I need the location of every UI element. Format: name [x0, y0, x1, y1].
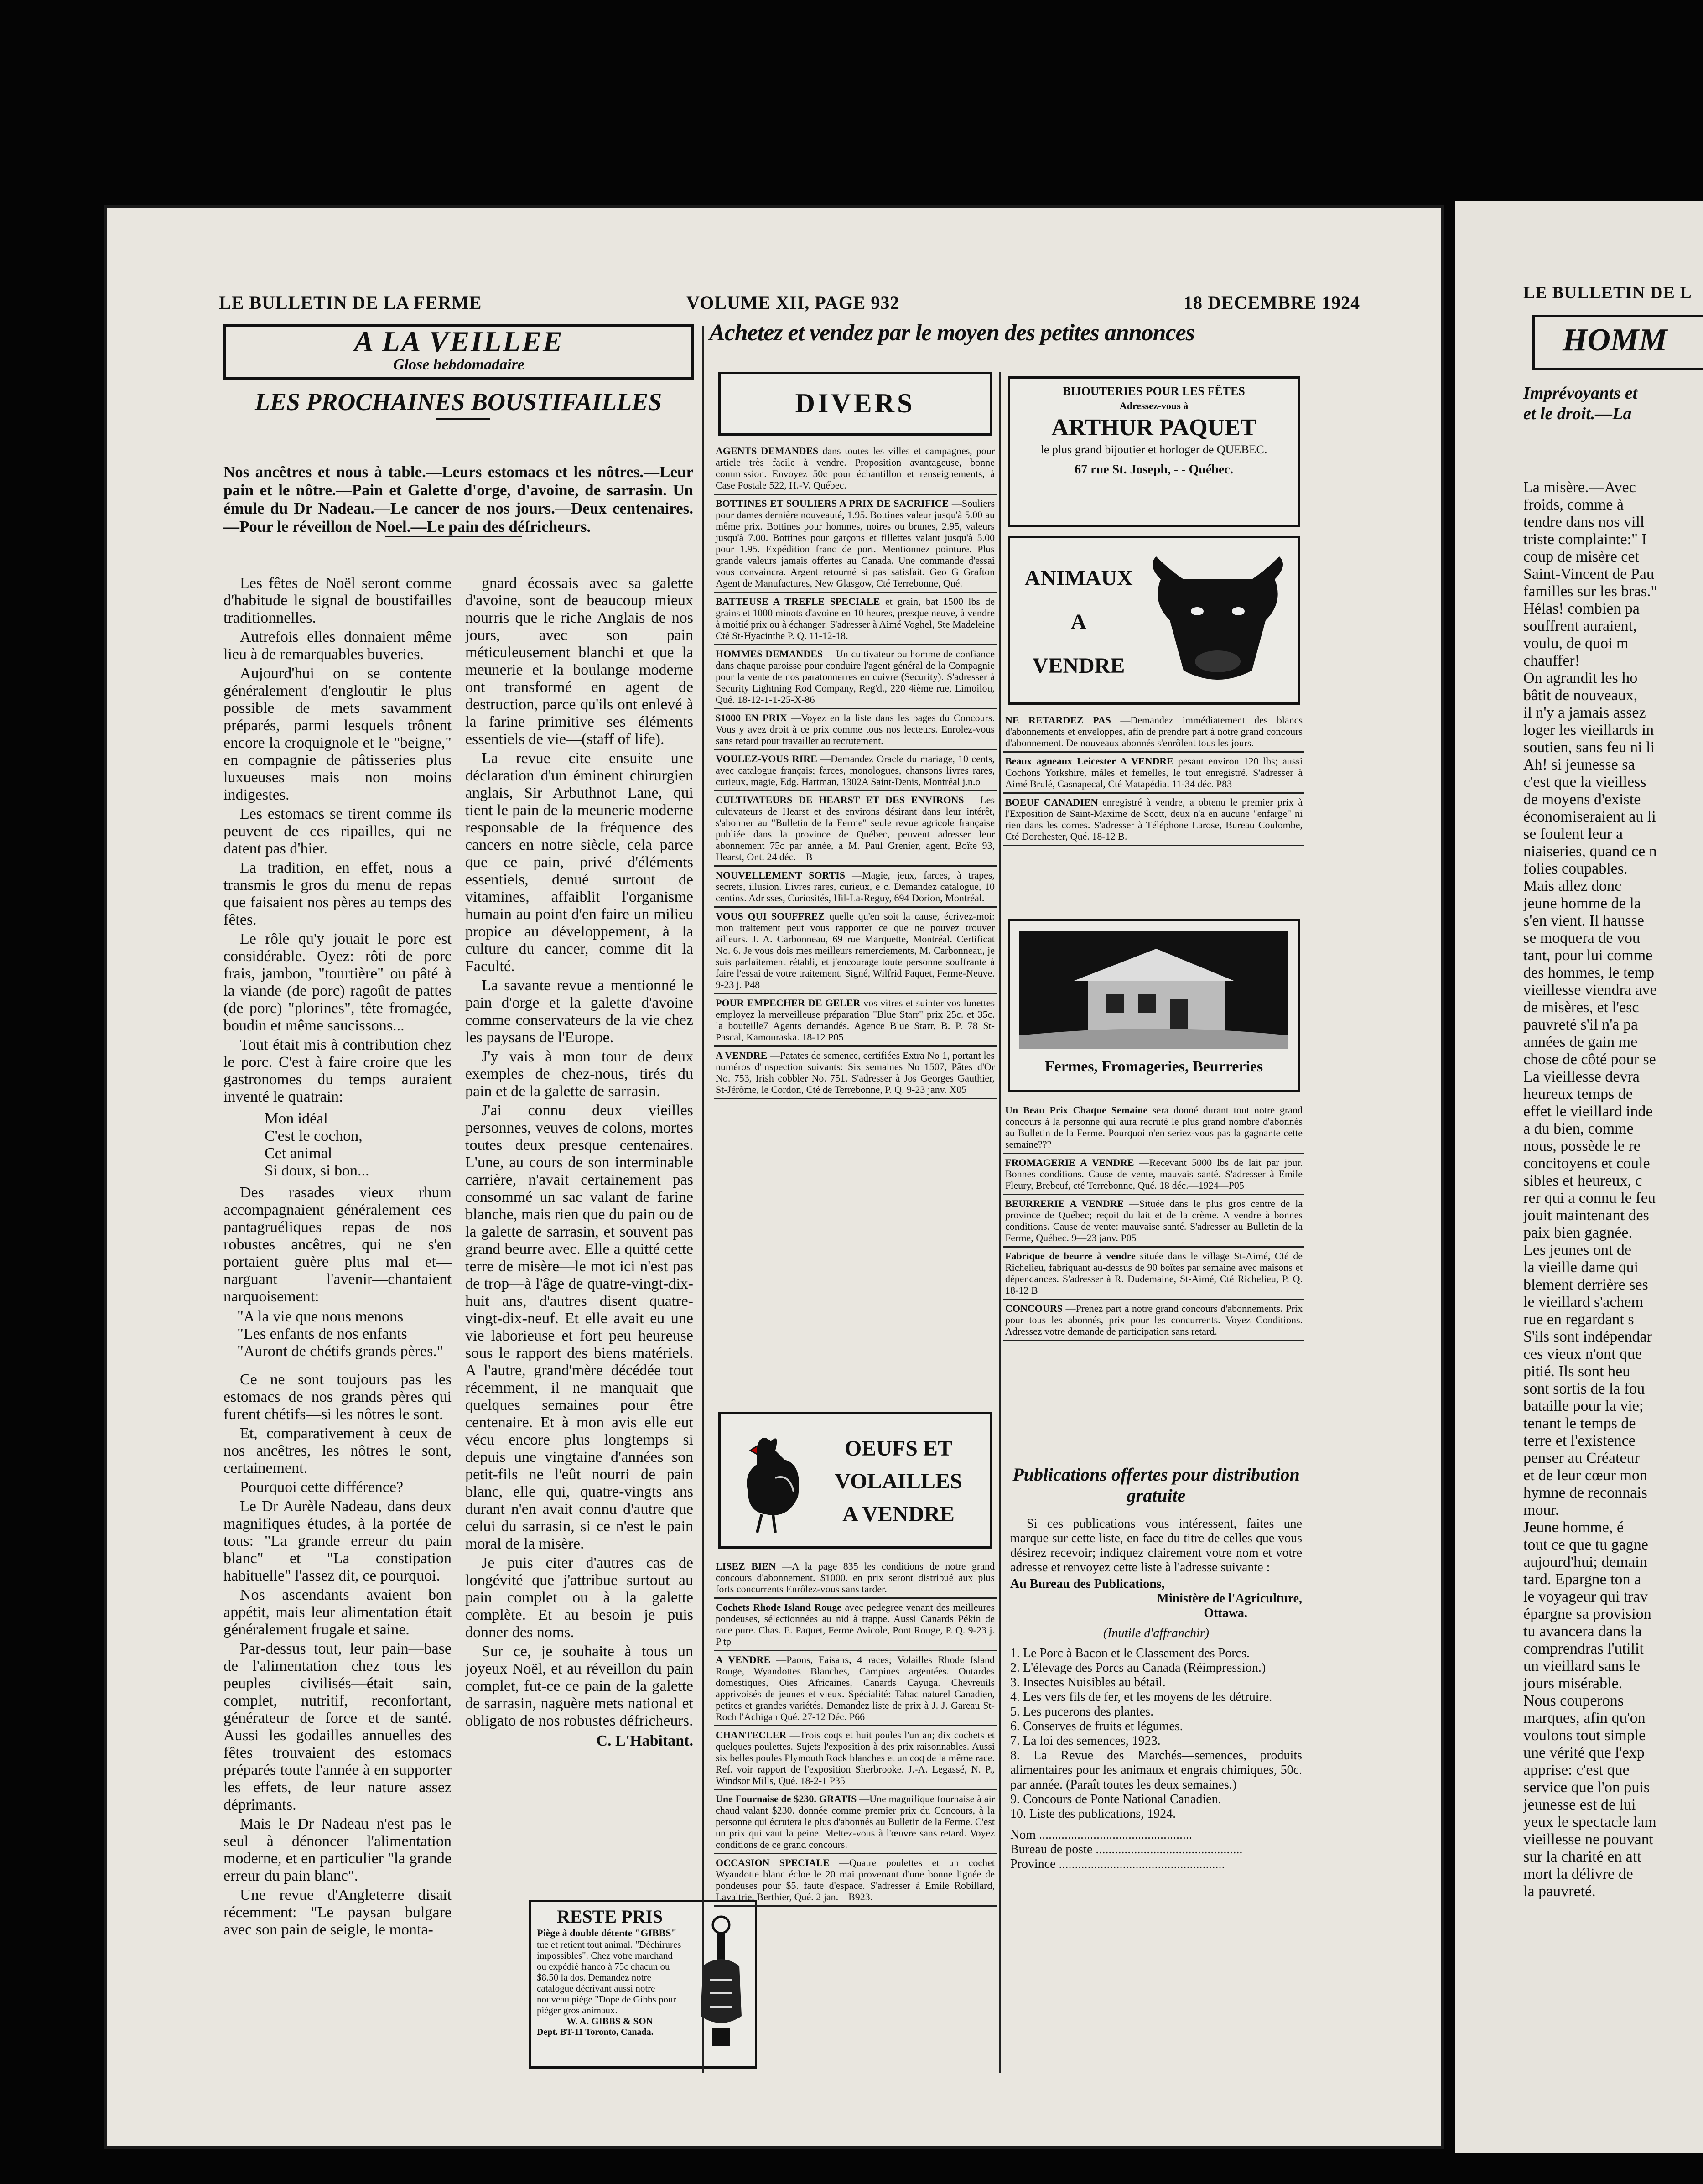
col1c-line: Et, comparativement à ceux de nos ancêtres, les nôtres le sont, certainement. [223, 1425, 452, 1477]
publist-line: 10. Liste des publications, 1924. [1010, 1807, 1176, 1821]
classified-ad-heading: CONCOURS [1005, 1303, 1063, 1314]
column-rule [702, 326, 704, 2073]
classified-ad-heading: POUR EMPECHER DE GELER [716, 997, 861, 1009]
classified-ad [714, 791, 997, 867]
classified-ad [714, 709, 997, 750]
nextlines-line: Nous couperons [1523, 1692, 1624, 1709]
publist-line: 6. Conserves de fruits et légumes. [1010, 1719, 1183, 1733]
poem2-line: "A la vie que nous menons [237, 1308, 404, 1325]
classified-ad [714, 495, 997, 593]
classified-ad-heading: Un Beau Prix Chaque Semaine [1005, 1104, 1148, 1116]
publist-line: 2. L'élevage des Porcs au Canada (Réimpression.) [1010, 1661, 1266, 1675]
col2-line: J'y vais à mon tour de deux exemples de chez-nous, tirés du pain et de la galette de sarrasin. [465, 1048, 693, 1100]
classified-ad-text: —Recevant 5000 lbs de lait par jour. Bonnes conditions. Cause de vente, mauvais santé. S'adresser à Emile Fleury, Brebeuf, cté Terrebonne, Qué. 18 déc.—1924—P05 [1005, 1157, 1303, 1191]
classified-ad-heading: CHANTECLER [716, 1729, 787, 1741]
col1-line: Les estomacs se tirent comme ils peuvent de ces ripailles, qui ne datent pas d'hier. [223, 806, 452, 857]
classified-ad-text: —Paons, Faisans, 4 races; Volailles Rhode Island Rouge, Wyandottes Blanches, Campines argentées. Outardes domestiques, Oies Africaines, Canards Cayuga. Chevreuils apprivoisés de jeunes et vieux. Spécialité: Tabac naturel Canadien, petites et grandes variétés. Demandez liste de prix à J. J. Gareau St-Roch l'Achigan Qué. 27-12 Déc. P66 [716, 1654, 995, 1722]
classified-ad-heading: NE RETARDEZ PAS [1005, 714, 1111, 726]
headline-rule [436, 418, 490, 420]
nextlines-line: tant, pour lui comme [1523, 947, 1653, 964]
nextlines-line: terre et l'existence [1523, 1432, 1636, 1449]
nextlines-line: souffrent auraient, [1523, 618, 1637, 634]
col1c-line: Ce ne sont toujours pas les estomacs de nos grands pères qui furent chétifs—si les nôtres le sont. [223, 1371, 452, 1423]
col2-line: La revue cite ensuite une déclaration d'un éminent chirurgien anglais, Sir Arbuthnot Lane, qui tient le pain de la meunerie moderne responsable de la fréquence des cancers en notre siècle, cela parce que ce pain, privé d'éléments essentiels, denué surtout de vitamines, affaiblit l'organisme humain au point d'en faire un milieu propice au développement, à la culture du cancer, comme dit la Faculté. [465, 750, 693, 975]
nextlines-line: niaiseries, quand ce n [1523, 843, 1657, 860]
fermes-ad [1008, 919, 1300, 1092]
nextlines-line: s'en vient. Il hausse [1523, 912, 1644, 929]
article-headline: LES PROCHAINES BOUSTIFAILLES [254, 388, 662, 416]
nom-field[interactable]: Nom ................................................ [1010, 1828, 1192, 1842]
poem1-line: Mon idéal [265, 1110, 328, 1127]
classified-ad [714, 867, 997, 908]
nextlines-line: coup de misère cet [1523, 548, 1639, 565]
nextlines-line: tenant le temps de [1523, 1415, 1636, 1432]
nextlines-line: années de gain me [1523, 1034, 1638, 1050]
classified-ad-heading: Beaux agneaux Leicester A VENDRE [1005, 755, 1173, 767]
classified-ad [714, 908, 997, 994]
publist-line: 1. Le Porc à Bacon et le Classement des Porcs. [1010, 1646, 1250, 1660]
classified-ad-text: située dans le village St-Aimé, Cté de Richelieu, fabriquant au-dessus de 90 boîtes par semaine avec maisons et dépendances. S'adresser à R. Dudemaine, St-Aimé, Cté Richelieu, P. Q. 18-12 B [1005, 1250, 1303, 1296]
reste-pris-sub: Piège à double détente "GIBBS" [537, 1927, 677, 1939]
classified-ad-heading: BATTEUSE A TREFLE SPECIALE [716, 596, 880, 607]
col2-line: J'ai connu deux vieilles personnes, veuves de colons, mortes toutes deux presque centenaires. L'une, au cours de son interminable carrière, n'avait certainement pas consommé un sac valant de farine blanche, mais rien que du pain ou de la galette de sarrasin, et souvent pas grand beurre avec. Elle a quitté cette terre de misère—le mot ici n'est pas de trop—à l'âge de quatre-vingt-dix-huit ans, d'autres disent quatre-vingt-dix-neuf. Et elle avait eu une vie laborieuse et fort peu heureuse sous le rapport des biens matériels. A l'autre, grand'mère décédée tout récemment, il ne manquait que quelques semaines pour être centenaire. Et à mon avis elle eut vécu encore plus longtemps si depuis une vingtaine d'années son petit-fils ne l'eût nourri de pain blanc, elle qui, quatre-vingts ans durant n'en avait connu d'autre que celui du sarrasin, si ce n'est le pain moral de la misère. [465, 1102, 693, 1552]
classified-ads-list-2 [714, 1558, 997, 1907]
right-ads-list-2 [1003, 1102, 1304, 1341]
classified-ad-text: —Les cultivateurs de Hearst et des environs désirant dans leur intérêt, s'abonner au "Bulletin de la Ferme" seule revue agricole française publiée dans la province de Québec, peuvent adresser leur abonnement 75c par année, à M. Paul Grenier, agent, Boîte 93, Hearst, Ont. 24 déc.—B [716, 794, 995, 863]
nextlines-line: paix bien gagnée. [1523, 1224, 1632, 1241]
nextlines-line: hymne de reconnais [1523, 1484, 1647, 1501]
classified-ad [1003, 1248, 1304, 1300]
nextlines-line: pitié. Ils sont heu [1523, 1363, 1630, 1380]
province-field[interactable]: Province .................................................... [1010, 1857, 1225, 1871]
nextlines-line: La vieillesse devra [1523, 1068, 1640, 1085]
col1c-line: Par-dessus tout, leur pain—base de l'alimentation chez tous les peuples civilisés—était sain, complet, nutritif, reconfortant, générateur de force et de santé. Aussi les godailles annuelles des fêtes trouvaient des estomacs préparés toute l'année à en supporter les effets, de leur nature assez déprimants. [223, 1640, 452, 1813]
col1-line: Le rôle qu'y jouait le porc est considérable. Oyez: rôti de porc frais, jambon, "tourtière" ou pâté à la viande (de porc) ragoût de pattes (de porc) "plorines", tête fromagée, boudin et même saucissons... [223, 931, 452, 1034]
classified-ad-text: dans toutes les villes et campagnes, pour article très facile à vendre. Proposition avantageuse, bonne commission. Envoyez 50c pour échantillon et renseignements, à Case Postale 522, H.-V. Québec. [716, 445, 995, 491]
nextlines-line: folies coupables. [1523, 860, 1628, 877]
nextlines-line: La misère.—Avec [1523, 479, 1636, 496]
nextlines-line: tendre dans nos vill [1523, 514, 1645, 530]
nextlines-line: apprise: c'est que [1523, 1762, 1630, 1778]
poem2-line: "Auront de chétifs grands pères." [237, 1343, 443, 1360]
running-header-center: VOLUME XII, PAGE 932 [686, 292, 900, 313]
col1b-line: Des rasades vieux rhum accompagnaient généralement ces pantagruéliques repas de nos robustes ancêtres, qui ne s'en portaient guère plus mal et—narguant l'avenir—chantaient narquoisement: [223, 1184, 452, 1305]
classified-ad [1003, 794, 1304, 846]
col2-line: gnard écossais avec sa galette d'avoine, sont de beaucoup mieux nourris que le riche Anglais de nos jours, avec son pain méticuleusement blanchi et que la meunerie et la boulange moderne ont transformé en agent de destruction, parce qu'ils ont enlevé à la farine primitive ses éléments essentiels de vie—(staff of life). [465, 575, 693, 748]
article-signature: C. L'Habitant. [596, 1732, 693, 1749]
classified-ad-text: sera donné durant tout notre grand concours à la personne qui aura recruté le plus grand nombre d'abonnés au Bulletin de la Ferme. Pourquoi n'en seriez-vous pas la gagnante cette semaine??? [1005, 1104, 1303, 1150]
nextlines-line: effet le vieillard inde [1523, 1103, 1653, 1120]
veillee-subtitle: Glose hebdomadaire [393, 356, 525, 373]
col1-line: Autrefois elles donnaient même lieu à de remarquables buveries. [223, 629, 452, 663]
classified-ad [714, 1599, 997, 1651]
nextlines-line: mort la délivre de [1523, 1866, 1633, 1882]
classified-ad-heading: AGENTS DEMANDES [716, 445, 819, 457]
publist-line: 5. Les pucerons des plantes. [1010, 1705, 1154, 1719]
classified-ad-text: —Demandez Oracle du mariage, 10 cents, avec catalogue français; farces, monologues, chansons livres rares, curieux, magie, Edg. Hartman, 1302A Saint-Denis, Montréal j.n.o [716, 753, 995, 787]
nextlines-line: On agrandit les ho [1523, 670, 1638, 686]
classified-ad-text: —Voyez en la liste dans les pages du Concours. Vous y avez droit à ce prix comme tous nos lecteurs. Enrolez-vous sans retard pour travailler au recrutement. [716, 712, 995, 746]
classified-ad-text: —Magie, jeux, farces, à trapes, secrets, illusion. Livres rares, curieux, e c. Demandez catalogue, 10 centins. Adr sses, Curiosités, Hil-La-Reguy, 694 Dorion, Montréal. [716, 869, 995, 904]
publist-line: 9. Concours de Ponte National Canadien. [1010, 1792, 1221, 1806]
nextlines-line: épargne sa provision [1523, 1606, 1651, 1622]
publications-body: Si ces publications vous intéressent, faites une marque sur cette liste, en face du titre de celles que vous désirez recevoir; indiquez clairement votre nom et votre adresse et renvoyez cette liste à l'adresse suivante : Au Bureau des Publications, Ministère de l'Agriculture, Ottawa. (Inutile d'affranchir) 1. Le Porc à Bacon et le Classement des Porcs. 2. L'élevage des Porcs au Canada (Réimpression.) 3. Insectes Nuisibles au bétail. 4. Les vers fils de fer, et les moyens de les détruire. 5. Les pucerons des plantes. 6. Conserves de fruits et légumes. 7. La loi des semences, 1923. 8. La Revue des Marchés—semences, produits alimentaires pour les animaux et engrais chimiques, 50c. par année. (Paraît toutes les deux semaines.) 9. Concours de Ponte National Canadien. 10. Liste des publications, 1924. Nom ................................................ Bureau de poste .............................................. Province .................................................... [1010, 1517, 1302, 1871]
classified-ad-text: —Une magnifique fournaise à air chaud valant $230. donnée comme premier prix du Concours, à la personne qui écrutera le plus d'abonnés au Bulletin de la Ferme. C'est un prix qui vaut la peine. Mettez-vous à l'œuvre sans retard. Voyez conditions de ce grand concours. [716, 1793, 995, 1850]
nextlines-line: la pauvreté. [1523, 1883, 1596, 1900]
nextlines-line: mour. [1523, 1502, 1559, 1518]
nextlines-line: le vieillard s'achem [1523, 1294, 1643, 1310]
publications-list [1010, 1646, 1302, 1821]
classified-ad-text: —Un cultivateur ou homme de confiance dans chaque paroisse pour conduire l'agent général de la Compagnie pour la vente de nos paratonnerres en cuivre (Security). S'adresser à Security Lightning Rod Company, Reg'd., 220 4ième rue, Limoilou, Qué. 18-12-1-1-25-X-86 [716, 648, 995, 705]
running-header-date: 18 DECEMBRE 1924 [1184, 292, 1360, 313]
classified-ad-heading: FROMAGERIE A VENDRE [1005, 1157, 1134, 1168]
next-page-text [1523, 479, 1657, 1900]
nextlines-line: ces vieux n'ont que [1523, 1346, 1642, 1362]
classified-ad-heading: BOEUF CANADIEN [1005, 796, 1098, 808]
animaux-ad: ANIMAUX A VENDRE [1008, 536, 1300, 705]
next-page-header: LE BULLETIN DE L [1523, 283, 1692, 302]
nextlines-line: une vérité que l'exp [1523, 1744, 1645, 1761]
column-1-paragraphs-b [223, 1184, 452, 1305]
trap-icon [694, 1911, 748, 2057]
classified-ad-text: —Prenez part à notre grand concours d'abonnements. Prix pour tous les abonnés, prix pour les concurrents. Voyez Conditions. Adressez votre demande de participation sans retard. [1005, 1303, 1303, 1337]
nextlines-line: service que l'on puis [1523, 1779, 1650, 1796]
classified-ad-heading: A VENDRE [716, 1050, 768, 1061]
article-column-2 [465, 575, 693, 1750]
classified-ad-text: —Patates de semence, certifiées Extra No 1, portant les numéros d'inspection suivants: Six semaines No 1507, Pâtes d'Or No. 753, Irish cobbler No. 751. S'adresser à Jos Georges Gauthier, St-Jérôme, le Cordon, Cté de Terrebonne, P. Q. 9-23 janv. X05 [716, 1050, 995, 1095]
nextlines-line: vieillesse viendra ave [1523, 982, 1657, 998]
oeufs-volailles-ad [718, 1412, 992, 1549]
nextlines-line: tout ce que tu gagne [1523, 1536, 1648, 1553]
nextlines-line: nous, possède le re [1523, 1138, 1641, 1154]
classified-ad [714, 1651, 997, 1726]
nextlines-line: Ah! si jeunesse sa [1523, 756, 1635, 773]
publist-line: 7. La loi des semences, 1923. [1010, 1734, 1161, 1748]
nextlines-line: soutien, sans feu ni li [1523, 739, 1655, 756]
quatrain-2 [237, 1308, 452, 1360]
classified-ad [1003, 1154, 1304, 1195]
nextlines-line: rer qui a connu le feu [1523, 1190, 1656, 1206]
nextlines-line: tard. Epargne ton a [1523, 1571, 1641, 1588]
nextlines-line: le voyageur qui trav [1523, 1588, 1648, 1605]
nextlines-line: jeunesse est de lui [1523, 1796, 1636, 1813]
classified-ad-heading: A VENDRE [716, 1654, 771, 1665]
classified-ad-text: —Souliers pour dames dernière nouveauté, 1.95. Bottines valeur jusqu'à 5.00 au même prix. Bottines pour hommes, noires ou brunes, 2.95, valeurs jusqu'à 7.00. Bottines pour garçons et fillettes valant jusqu'à 5.00 pour 1.95. Expédition franc de port. Mentionnez pointure. Plus grande valeurs jamais offertes au Canada. Une commande d'essai vous convaincra. Argent retourné si pas satisfait. Geo G Grafton Agent de Manufactures, New Glasgow, Cté Terrebonne, Qué. [716, 498, 995, 589]
classified-ad-text: et grain, bat 1500 lbs de grains et 1000 minots d'avoine en 10 heures, presque neuve, à vendre à moitié prix ou à échanger. S'adresser à Aimé Voghel, Ste Madeleine Cté St-Hyacinthe P. Q. 11-12-18. [716, 596, 995, 641]
classified-ad [714, 442, 997, 495]
nextlines-line: comprendras l'utilit [1523, 1640, 1644, 1657]
farm-illustration-icon [1019, 931, 1288, 1049]
classified-ad [1003, 1195, 1304, 1248]
article-column-1 [223, 575, 452, 1940]
newspaper-page [107, 208, 1441, 2146]
classified-ads-list [714, 442, 997, 1099]
nextlines-line: chauffer! [1523, 652, 1580, 669]
classified-ad-heading: Cochets Rhode Island Rouge [716, 1602, 842, 1613]
nextlines-line: heureux temps de [1523, 1086, 1633, 1102]
classified-ad-text: pesant environ 120 lbs; aussi Cochons Yorkshire, mâles et femelles, le tout enregistré. S'adresser à Aimé Brulé, Casnapecal, Cté Matapédia. 11-34 déc. P83 [1005, 755, 1303, 790]
classified-ad [1003, 1300, 1304, 1341]
nextlines-line: il n'y a jamais assez [1523, 704, 1646, 721]
col1-line: La tradition, en effet, nous a transmis le gros du menu de repas que faisaient nos pères au temps des fêtes. [223, 859, 452, 928]
classified-ad-heading: BOTTINES ET SOULIERS A PRIX DE SACRIFICE [716, 498, 949, 509]
classified-ad [714, 1854, 997, 1907]
poem2-line: "Les enfants de nos enfants [237, 1326, 407, 1342]
col2-line: La savante revue a mentionné le pain d'orge et la galette d'avoine comme conservateurs de la vie chez les paysans de l'Europe. [465, 977, 693, 1046]
nextlines-line: loger les vieillards in [1523, 722, 1654, 738]
nextlines-line: jouit maintenant des [1523, 1207, 1649, 1224]
classified-ad [714, 1790, 997, 1854]
classified-ad-heading: CULTIVATEURS DE HEARST ET DES ENVIRONS [716, 794, 964, 806]
classified-ad-text: —A la page 835 les conditions de notre grand concours d'abonnement. $1000. en prix seront distribué aux plus forts concurrents Enrôlez-vous sans tarder. [716, 1560, 995, 1595]
nextlines-line: voulons tout simple [1523, 1727, 1646, 1744]
classified-ad-text: —Située dans le plus gros centre de la province de Québec; reçoit du lait et de la crème. A vendre à bonnes conditions. Cause de vente: mauvaise santé. S'adresser au Bulletin de la Ferme, Québec. 9—23 janv. P05 [1005, 1198, 1303, 1243]
nextlines-line: voulu, de quoi m [1523, 635, 1629, 652]
col1-line: Les fêtes de Noël seront comme d'habitude le signal de boustifailles traditionnelles. [223, 575, 452, 626]
classified-ad [714, 750, 997, 791]
nextlines-line: Les jeunes ont de [1523, 1242, 1631, 1258]
publist-line: 8. La Revue des Marchés—semences, produits alimentaires pour les animaux et engrais chimiques, 50c. par année. (Paraît toutes les deux semaines.) [1010, 1748, 1302, 1792]
bull-head-icon [1142, 552, 1293, 693]
article-deck: Nos ancêtres et nous à table.—Leurs estomacs et les nôtres.—Leur pain et le nôtre.—Pain et Galette d'orge, d'avoine, de sarrasin. Un émule du Dr Nadeau.—Le cancer de nos jours.—Deux centenaires.—Pour le réveillon de Noel.—Le pain des défricheurs. [223, 463, 693, 536]
veillee-title-box [223, 324, 694, 380]
classified-ad [714, 593, 997, 645]
divers-heading: DIVERS [718, 372, 992, 436]
classified-ad-text: —Trois coqs et huit poules l'un an; dix cochets et quelques poulettes. Sujets l'exposition à des prix raisonnables. Aussi six belles poules Plymouth Rock blanches et un coq de la même race. Ref. voir rapport de l'exposition Sherbrooke. J.-A. Legassé, N. P., Windsor Mills, Qué. 18-2-1 P35 [716, 1729, 995, 1786]
nextlines-line: économiseraient au li [1523, 808, 1656, 825]
classified-ad-heading: BEURRERIE A VENDRE [1005, 1198, 1124, 1209]
classified-ad-heading: HOMMES DEMANDES [716, 648, 823, 660]
col1-line: Tout était mis à contribution chez le porc. C'est à faire croire que les gastronomes du temps auraient inventé le quatrain: [223, 1036, 452, 1105]
nextlines-line: se moquera de vou [1523, 930, 1640, 946]
next-page-title-box: HOMM [1532, 315, 1703, 370]
column-1-paragraphs-c [223, 1371, 452, 1939]
classified-ad-text: quelle qu'en soit la cause, écrivez-moi: mon traitement peut vous rapporter ce que ne pouvez trouver ailleurs. J. A. Carbonneau, 69 rue Marquette, Montréal. Certificat No. 6. Je vous dois mes meilleurs remerciements, M. Carbonneau, je suis parfaitement rétabli, et j'encourage toute personne souffrante à faire l'essai de votre traitement, Signé, Wilfrid Paquet, Ferme-Neuve. 9-23 j. P48 [716, 910, 995, 990]
col1c-line: Nos ascendants avaient bon appétit, mais leur alimentation était généralement frugale et saine. [223, 1586, 452, 1638]
nextlines-line: des hommes, le temp [1523, 964, 1655, 981]
nextlines-line: yeux le spectacle lam [1523, 1814, 1656, 1830]
bijoutier-name: ARTHUR PAQUET [1051, 415, 1256, 441]
poem1-line: Si doux, si bon... [265, 1162, 369, 1179]
quatrain-1 [265, 1110, 452, 1180]
column-rule-2 [999, 372, 1001, 2073]
nextlines-line: familles sur les bras." [1523, 583, 1657, 600]
nextlines-line: sibles et heureux, c [1523, 1172, 1642, 1189]
col1c-line: Pourquoi cette différence? [240, 1479, 404, 1496]
publist-line: 4. Les vers fils de fer, et les moyens de les détruire. [1010, 1690, 1272, 1704]
classified-ad-heading: $1000 EN PRIX [716, 712, 787, 723]
nextlines-line: triste complainte:" I [1523, 531, 1647, 548]
oeufs-volailles-title: OEUFS ET VOLAILLES A VENDRE [835, 1436, 962, 1526]
nextlines-line: bâtit de nouveaux, [1523, 687, 1638, 704]
poem1-line: Cet animal [265, 1145, 332, 1162]
col1-line: Aujourd'hui on se contente généralement d'engloutir le plus possible de mets savamment préparés, parmi lesquels trônent encore la croquignole et le "beigne," en compagnie de pâtisseries plus luxueuses mais non moins indigestes. [223, 665, 452, 803]
nextlines-line: c'est que la vieilless [1523, 774, 1646, 790]
nextlines-line: Hélas! combien pa [1523, 600, 1640, 617]
classified-ad-text: enregistré à vendre, a obtenu le premier prix à l'Exposition de Saint-Maxime de Scott, deux n'a en aucune "enfarge" ni rien dans les cornes. S'adresser à Téléphone Larose, Bureau Coulombe, Cté Dorchester, Qué. 18-12 B. [1005, 796, 1303, 842]
col2-line: Sur ce, je souhaite à tous un joyeux Noël, et au réveillon du pain complet, fut-ce ce pain de la galette de sarrasin, naguère mets national et obligato de nos robustes défricheurs. [465, 1643, 693, 1729]
nextlines-line: rue en regardant s [1523, 1311, 1634, 1328]
nextlines-line: Jeune homme, é [1523, 1519, 1624, 1536]
nextlines-line: et de leur cœur mon [1523, 1467, 1647, 1484]
classified-ad-heading: VOUS QUI SOUFFREZ [716, 910, 825, 922]
classified-ad-heading: OCCASION SPECIALE [716, 1857, 830, 1868]
nextlines-line: un vieillard sans le [1523, 1658, 1640, 1674]
bijouteries-ad: BIJOUTERIES POUR LES FÊTES Adressez-vous à ARTHUR PAQUET le plus grand bijoutier et horloger de QUEBEC. 67 rue St. Joseph, - - Québec. [1008, 376, 1300, 527]
nextlines-line: vieillesse ne pouvant [1523, 1831, 1654, 1848]
nextlines-line: jeune homme de la [1523, 895, 1641, 912]
col1c-line: Une revue d'Angleterre disait récemment: "Le paysan bulgare avec son pain de seigle, le monta- [223, 1887, 452, 1938]
right-ads-list [1003, 712, 1304, 846]
classified-ad [714, 1726, 997, 1790]
classified-ad-heading: Une Fournaise de $230. GRATIS [716, 1793, 857, 1804]
publications-title: Publications offertes pour distribution gratuite [1012, 1464, 1300, 1506]
nextlines-line: bataille pour la vie; [1523, 1398, 1644, 1414]
classified-ad [1003, 1102, 1304, 1154]
nextlines-line: concitoyens et coule [1523, 1155, 1650, 1172]
classified-ad [714, 645, 997, 709]
nextlines-line: S'ils sont indépendar [1523, 1328, 1652, 1345]
fermes-caption: Fermes, Fromageries, Beurreries [1044, 1058, 1263, 1075]
nextlines-line: de moyens d'existe [1523, 791, 1641, 808]
col1c-line: Le Dr Aurèle Nadeau, dans deux magnifiques études, à la portée de tous: "La grande erreur du pain blanc" et "La constipation habituelle" l'assez dit, ce pourquoi. [223, 1498, 452, 1584]
reste-pris-body: tue et retient tout animal. "Déchirures impossibles". Chez votre marchand ou expédié franco à 75c chacun ou $8.50 la dos. Demandez notre catalogue décrivant aussi notre nouveau piège "Dope de Gibbs pour piéger gros animaux. [537, 1939, 681, 2016]
classified-ad [714, 1558, 997, 1599]
nextlines-line: sont sortis de la fou [1523, 1380, 1645, 1397]
nextlines-line: Saint-Vincent de Pau [1523, 566, 1654, 582]
bureau-field[interactable]: Bureau de poste .............................................. [1010, 1842, 1243, 1856]
col1c-line: Mais le Dr Nadeau n'est pas le seul à dénoncer l'alimentation moderne, et en particulier "la grande erreur du pain blanc". [223, 1815, 452, 1884]
classified-ad [714, 994, 997, 1047]
running-header-left: LE BULLETIN DE LA FERME [219, 292, 482, 313]
classified-ad-text: vos vitres et suinter vos lunettes employez la merveilleuse préparation "Blue Starr" prix 25c. et 35c. la bouteille7 Agents demandés. Agence Blue Starr, B. P. 78 St-Pascal, Kamouraska. 18-12 P05 [716, 997, 995, 1043]
column-2-paragraphs [465, 575, 693, 1730]
veillee-title: A LA VEILLEE [354, 325, 564, 358]
next-page-fragment: LE BULLETIN DE L HOMM Imprévoyants et et le droit.—La La misère.—Avec froids, comme à tendre dans nos vill triste complainte:" I coup de misère cet Saint-Vincent de Pau familles sur les bras." Hélas! combien pa souffrent auraient, voulu, de quoi m chauffer! On agrandit les ho bâtit de nouveaux, il n'y a jamais assez loger les vieillards in soutien, sans feu ni li Ah! si jeunesse sa c'est que la vieilless de moyens d'existe économiseraient au li se foulent leur a niaiseries, quand ce n folies coupables. Mais allez donc jeune homme de la s'en vient. Il hausse se moquera de vou tant, pour lui comme des hommes, le temp vieillesse viendra ave de misères, et l'esc pauvreté s'il n'a pa années de gain me chose de côté pour se La vieillesse devra heureux temps de effet le vieillard inde a du bien, comme nous, possède le re concitoyens et coule sibles et heureux, c rer qui a connu le feu jouit maintenant des paix bien gagnée. Les jeunes ont de la vieille dame qui blement derrière ses le vieillard s'achem rue en regardant s S'ils sont indépendar ces vieux n'ont que pitié. Ils sont heu sont sortis de la fou bataille pour la vie; tenant le temps de terre et l'existence penser au Créateur et de leur cœur mon hymne de reconnais mour. Jeune homme, é tout ce que tu gagne aujourd'hui; demain tard. Epargne ton a le voyageur qui trav épargne sa provision tu avancera dans la comprendras l'utilit un vieillard sans le jours misérable. Nous couperons marques, afin qu'on voulons tout simple une vérité que l'exp apprise: c'est que service que l'on puis jeunesse est de lui yeux le spectacle lam vieillesse ne pouvant sur la charité en att mort la délivre de la pauvreté. [1455, 201, 1703, 2153]
column-1-paragraphs [223, 575, 452, 1106]
nextlines-line: la vieille dame qui [1523, 1259, 1639, 1276]
classified-ad-heading: VOULEZ-VOUS RIRE [716, 753, 817, 764]
nextlines-line: a du bien, comme [1523, 1120, 1634, 1137]
nextlines-line: tu avancera dans la [1523, 1623, 1642, 1640]
reste-pris-dept: Dept. BT-11 Toronto, Canada. [537, 2027, 654, 2037]
nextlines-line: se foulent leur a [1523, 826, 1623, 842]
classified-ad-heading: Fabrique de beurre à vendre [1005, 1250, 1136, 1262]
classifieds-banner: Achetez et vendez par le moyen des petites annonces [709, 320, 1194, 346]
classified-ad-heading: LISEZ BIEN [716, 1560, 776, 1572]
classified-ad [1003, 712, 1304, 753]
publist-line: 3. Insectes Nuisibles au bétail. [1010, 1675, 1166, 1690]
poem1-line: C'est le cochon, [265, 1128, 363, 1144]
reste-pris-ad [529, 1900, 757, 2069]
nextlines-line: aujourd'hui; demain [1523, 1554, 1647, 1570]
classified-ad-text: avec pedegree venant des meilleures pondeuses, sélectionnées au nid à trappe. Aussi Canards Pékin de race pure. Chas. E. Paquet, Ferme Avicole, Pont Rouge, P. Q. 9-23 j. P tp [716, 1602, 995, 1647]
nextlines-line: jours misérable. [1523, 1675, 1623, 1692]
reste-pris-company: W. A. GIBBS & SON [566, 2016, 653, 2027]
rooster-icon [730, 1428, 807, 1537]
nextlines-line: marques, afin qu'on [1523, 1710, 1646, 1726]
col2-line: Je puis citer d'autres cas de longévité que j'attribue surtout au pain complet ou à la galette complète. Et au besoin je puis donner des noms. [465, 1555, 693, 1641]
nextlines-line: froids, comme à [1523, 496, 1624, 513]
nextlines-line: penser au Créateur [1523, 1450, 1640, 1466]
classified-ad-heading: NOUVELLEMENT SORTIS [716, 869, 846, 881]
classified-ad [1003, 753, 1304, 794]
deck-rule [385, 536, 522, 537]
nextlines-line: de misères, et l'esc [1523, 999, 1639, 1016]
nextlines-line: pauvreté s'il n'a pa [1523, 1016, 1638, 1033]
nextlines-line: blement derrière ses [1523, 1276, 1648, 1293]
classified-ad-text: —Demandez immédiatement des blancs d'abonnements et enveloppes, afin de prendre part à notre grand concours d'abonnement. De nouveaux abonnés s'enrôlent tous les jours. [1005, 714, 1303, 749]
nextlines-line: sur la charité en att [1523, 1848, 1641, 1865]
nextlines-line: chose de côté pour se [1523, 1051, 1656, 1068]
classified-ad-text: —Quatre poulettes et un cochet Wyandotte blanc écloe le 20 mai provenant d'une bonne lignée de pondeuses pour $5. faute d'espace. S'adresser à Emile Robillard, Lavaltrie, Berthier, Qué. 2 jan.—B923. [716, 1857, 995, 1903]
nextlines-line: Mais allez donc [1523, 878, 1622, 894]
reste-pris-title: RESTE PRIS [556, 1906, 663, 1927]
classified-ad [714, 1047, 997, 1099]
